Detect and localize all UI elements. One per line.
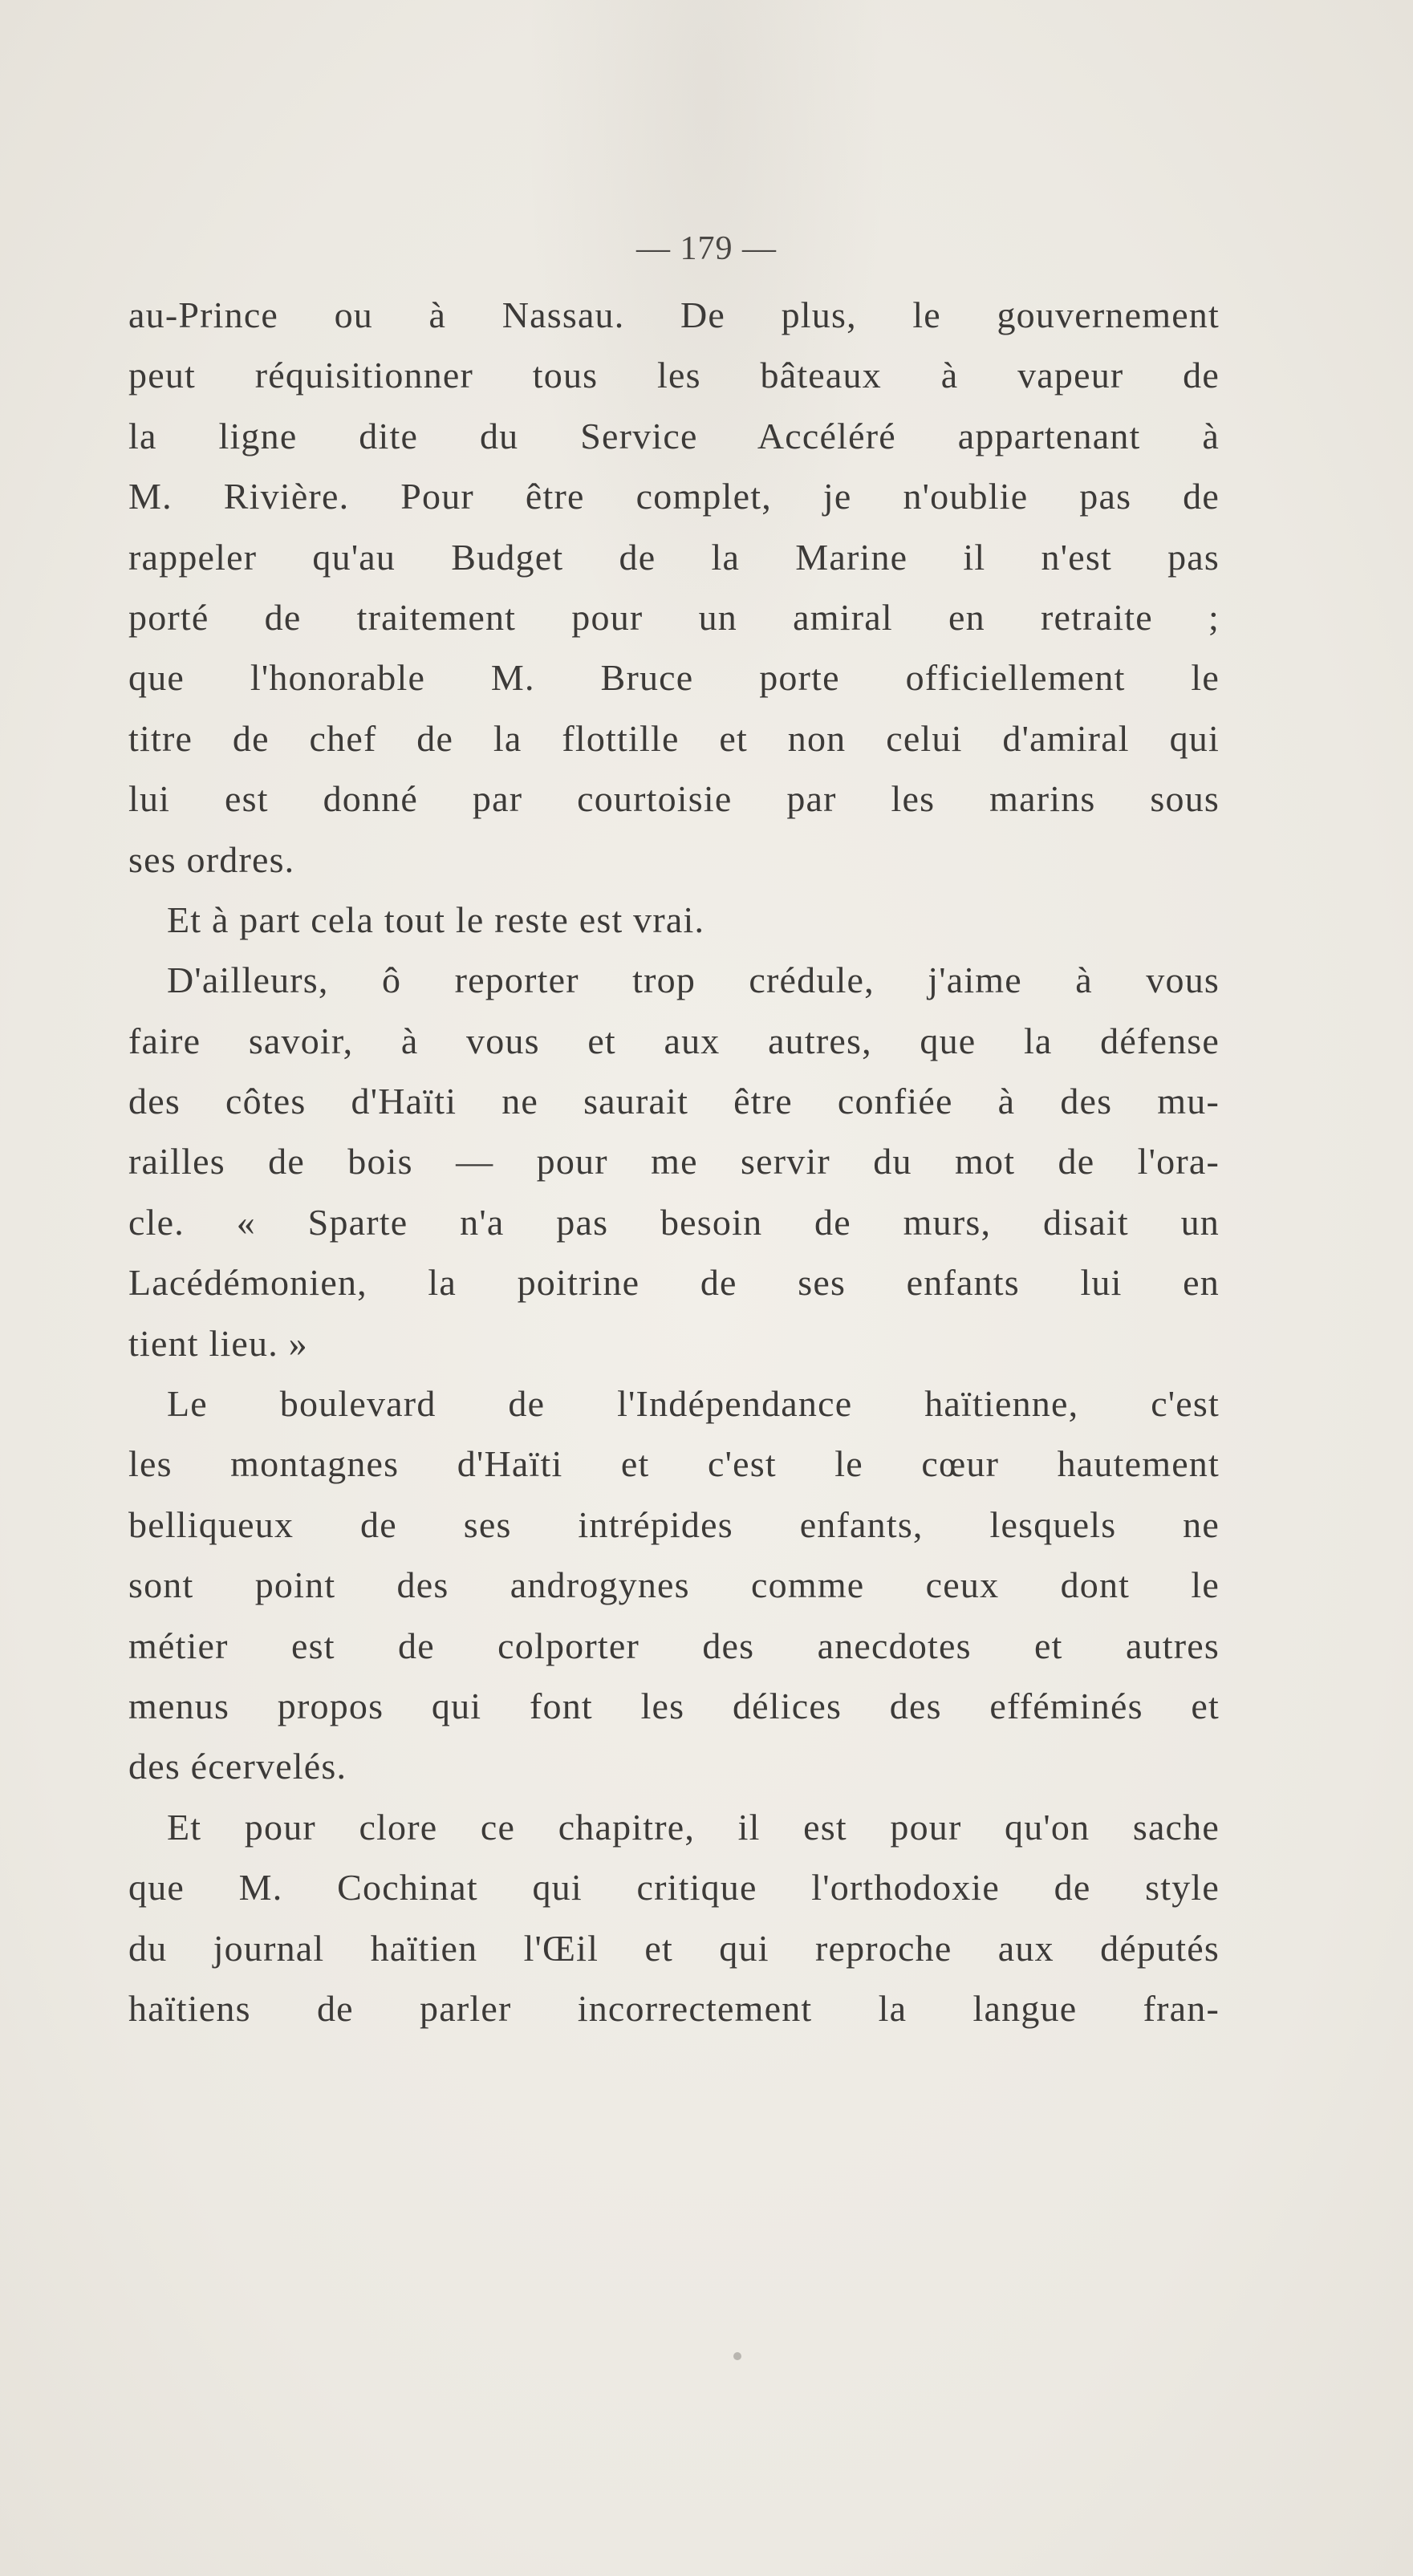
text-line: Lacédémonien, la poitrine de ses enfants lui en — [128, 1262, 1220, 1304]
text-line: porté de traitement pour un amiral en retraite ; — [128, 596, 1220, 638]
text-line: peut réquisitionner tous les bâteaux à vapeur de — [128, 355, 1220, 396]
text-line: cle. « Sparte n'a pas besoin de murs, disait un — [128, 1201, 1220, 1243]
text-line: railles de bois — pour me servir du mot de l'ora- — [128, 1141, 1220, 1183]
text-line: des écervelés. — [128, 1746, 347, 1787]
text-line: métier est de colporter des anecdotes et autres — [128, 1625, 1220, 1666]
text-line: D'ailleurs, ô reporter trop crédule, j'aime à vous — [167, 959, 1220, 1001]
text-line: faire savoir, à vous et aux autres, que la défense — [128, 1020, 1220, 1061]
text-line: belliqueux de ses intrépides enfants, lesquels ne — [128, 1503, 1220, 1545]
text-line: M. Rivière. Pour être complet, je n'oublie pas de — [128, 476, 1220, 517]
text-line: rappeler qu'au Budget de la Marine il n'est pas — [128, 536, 1220, 578]
text-line: au-Prince ou à Nassau. De plus, le gouvernement — [128, 294, 1220, 335]
text-line: lui est donné par courtoisie par les marins sous — [128, 778, 1220, 820]
text-line: Le boulevard de l'Indépendance haïtienne, c'est — [167, 1383, 1220, 1425]
text-line: ses ordres. — [128, 838, 295, 880]
text-line: que l'honorable M. Bruce porte officiellement le — [128, 657, 1220, 699]
page-number: — 179 — — [636, 230, 777, 267]
text-line: les montagnes d'Haïti et c'est le cœur hautement — [128, 1443, 1220, 1485]
text-line: haïtiens de parler incorrectement la langue fran- — [128, 1987, 1220, 2029]
ink-speck — [733, 2352, 741, 2360]
text-line: Et pour clore ce chapitre, il est pour qu'on sache — [167, 1806, 1220, 1848]
text-line: titre de chef de la flottille et non celui d'amiral qui — [128, 717, 1220, 759]
text-line: Et à part cela tout le reste est vrai. — [167, 899, 705, 940]
text-line: la ligne dite du Service Accéléré appartenant à — [128, 415, 1220, 456]
text-line: des côtes d'Haïti ne saurait être confiée à des mu- — [128, 1081, 1220, 1122]
text-line: tient lieu. » — [128, 1322, 308, 1364]
text-line: sont point des androgynes comme ceux dont le — [128, 1564, 1220, 1606]
text-line: que M. Cochinat qui critique l'orthodoxie de style — [128, 1867, 1220, 1909]
text-line: menus propos qui font les délices des efféminés et — [128, 1685, 1220, 1726]
text-line: du journal haïtien l'Œil et qui reproche aux députés — [128, 1927, 1220, 1969]
body-text — [128, 285, 1220, 2038]
